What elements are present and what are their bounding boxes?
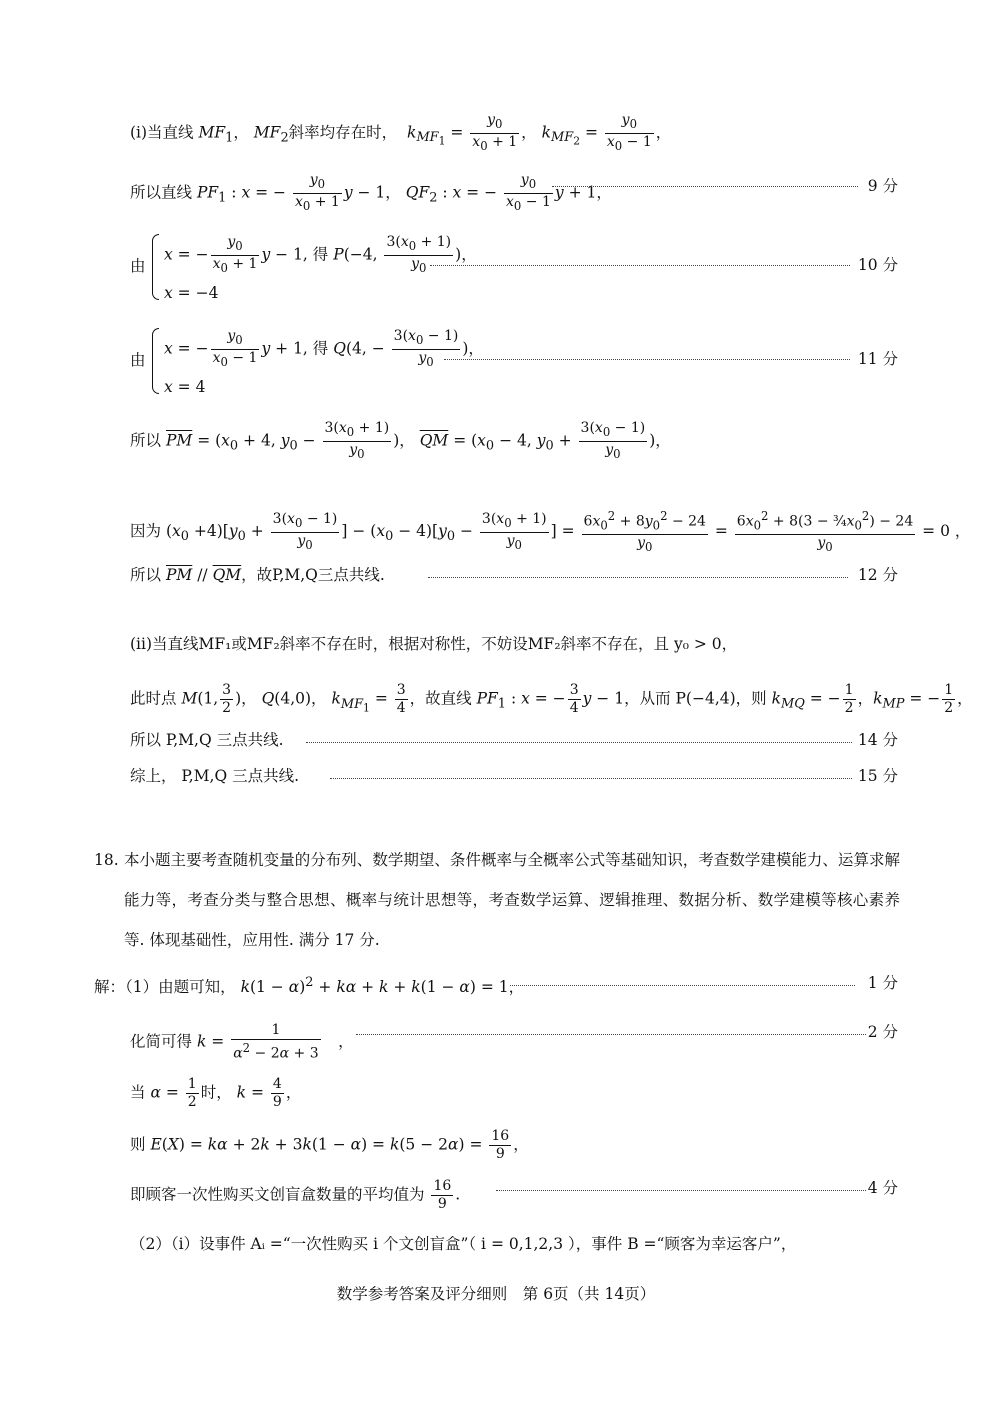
dot-leader bbox=[444, 359, 850, 360]
dot-leader bbox=[356, 1034, 866, 1035]
solution-6: （2）（i）设事件 Aᵢ =“一次性购买 i 个文创盲盒”（ i = 0,1,2,3 ），事件 B =“顾客为幸运客户”， bbox=[130, 1235, 797, 1253]
line-1: (i)当直线 $MF_1$， $MF_2$斜率均存在时， $k_{MF_1}$ = $\frac{y_0}{x_0 + 1}$ ， $k_{MF_2}$ = $\frac{y_0}{x_0 - 1}$ ， bbox=[130, 112, 672, 153]
line-3-eq1: x = − $\frac{y_0}{x_0 + 1}$ y − 1, 得 P(−4, $\frac{3(x_0 + 1)}{y_0}$ )， bbox=[164, 234, 477, 275]
dot-leader bbox=[510, 985, 855, 986]
line-6: 因为 $(x_0 +4)[y_0$ + $\frac{3(x_0 - 1)}{y_0}$ ] − $(x_0 - 4)[y_0$ − $\frac{3(x_0 + 1)}{y_0}$ ] = $\frac{6x_0^2 + 8y_0^2 - 24}{y_0}$ = $\frac{6x_0^2 + 8(3 - \frac{3}{4}x_0^2) - 24}{y_0}$ = 0 ， bbox=[130, 509, 971, 555]
line-8: (ii)当直线MF₁或MF₂斜率不存在时，根据对称性，不妨设MF₂斜率不存在，且 y₀ > 0， bbox=[130, 635, 738, 653]
line-4-label: 由 bbox=[130, 351, 146, 369]
solution-5: 即顾客一次性购买文创盲盒数量的平均值为 $\frac{16}{9}$ . bbox=[130, 1178, 461, 1212]
line-3-eq2: x = −4 bbox=[164, 284, 219, 302]
score-15: 15 分 bbox=[857, 767, 898, 785]
q18-number: 18. bbox=[94, 851, 119, 869]
solution-1: 解：（1）由题可知， $k(1 - \alpha)^2 + k\alpha + k + k(1 - \alpha) = 1$， bbox=[94, 975, 525, 997]
dot-leader bbox=[496, 1190, 866, 1191]
dot-leader bbox=[428, 577, 848, 578]
dot-leader bbox=[306, 742, 852, 743]
line-10: 所以 P,M,Q 三点共线. bbox=[130, 731, 284, 749]
line-3-label: 由 bbox=[130, 257, 146, 275]
solution-4: 则 E(X) = kα + 2k + 3k(1 − α) = k(5 − 2α) = $\frac{16}{9}$ ， bbox=[130, 1128, 529, 1162]
system-brace bbox=[152, 234, 159, 300]
dot-leader bbox=[330, 778, 852, 779]
page-footer: 数学参考答案及评分细则 第 6页（共 14页） bbox=[336, 1285, 656, 1303]
score-a1: 1 分 bbox=[867, 974, 898, 992]
system-brace bbox=[152, 328, 159, 394]
solution-2: 化简可得 k = $\frac{1}{\alpha^2 - 2\alpha + 3}$ ， bbox=[130, 1022, 354, 1062]
dot-leader bbox=[552, 186, 858, 187]
line-9: 此时点 M(1, $\frac{3}{2}$ )， Q(4,0)， $k_{MF_1}$ = $\frac{3}{4}$ ，故直线 $PF_1$ : x = − $\frac{3}{4}$ y − 1，从而 P(−4,4)，则 $k_{MQ}$ = − $\frac{1}{2}$ ，$k_{MP}$ = − $\frac{1}{2}$ ， bbox=[130, 682, 973, 716]
score-10: 10 分 bbox=[857, 256, 898, 274]
line-2: 所以直线 $PF_1$ : x = − $\frac{y_0}{x_0 + 1}$ y − 1， $QF_2$ : x = − $\frac{y_0}{x_0 - 1}$ y + 1， bbox=[130, 172, 612, 213]
line-5: 所以 $\overline{PM} = (x_0 + 4$, $y_0$ − $\frac{3(x_0 + 1)}{y_0}$ )， $\overline{QM} = (x_0 - 4$, $y_0$ + $\frac{3(x_0 - 1)}{y_0}$ )， bbox=[130, 420, 671, 461]
score-a2: 2 分 bbox=[867, 1023, 898, 1041]
line-7: 所以 $\overline{PM} // \overline{QM}$，故P,M,Q三点共线. bbox=[130, 566, 385, 584]
line-11: 综上， P,M,Q 三点共线. bbox=[130, 767, 300, 785]
score-9: 9 分 bbox=[867, 177, 898, 195]
score-14: 14 分 bbox=[857, 731, 898, 749]
score-12: 12 分 bbox=[857, 566, 898, 584]
dot-leader bbox=[430, 265, 850, 266]
q18-paragraph: 本小题主要考查随机变量的分布列、数学期望、条件概率与全概率公式等基础知识，考查数学建模能力、运算求解能力等，考查分类与整合思想、概率与统计思想等，考查数学运算、逻辑推理、数据分析、数学建模等核心素养等. 体现基础性，应用性. 满分 17 分. bbox=[124, 851, 900, 949]
score-11: 11 分 bbox=[857, 350, 898, 368]
solution-3: 当 α = $\frac{1}{2}$ 时， k = $\frac{4}{9}$ ， bbox=[130, 1076, 302, 1110]
line-4-eq2: x = 4 bbox=[164, 378, 206, 396]
line-4-eq1: x = − $\frac{y_0}{x_0 - 1}$ y + 1, 得 Q(4, − $\frac{3(x_0 - 1)}{y_0}$ )， bbox=[164, 328, 484, 369]
score-a4: 4 分 bbox=[867, 1179, 898, 1197]
